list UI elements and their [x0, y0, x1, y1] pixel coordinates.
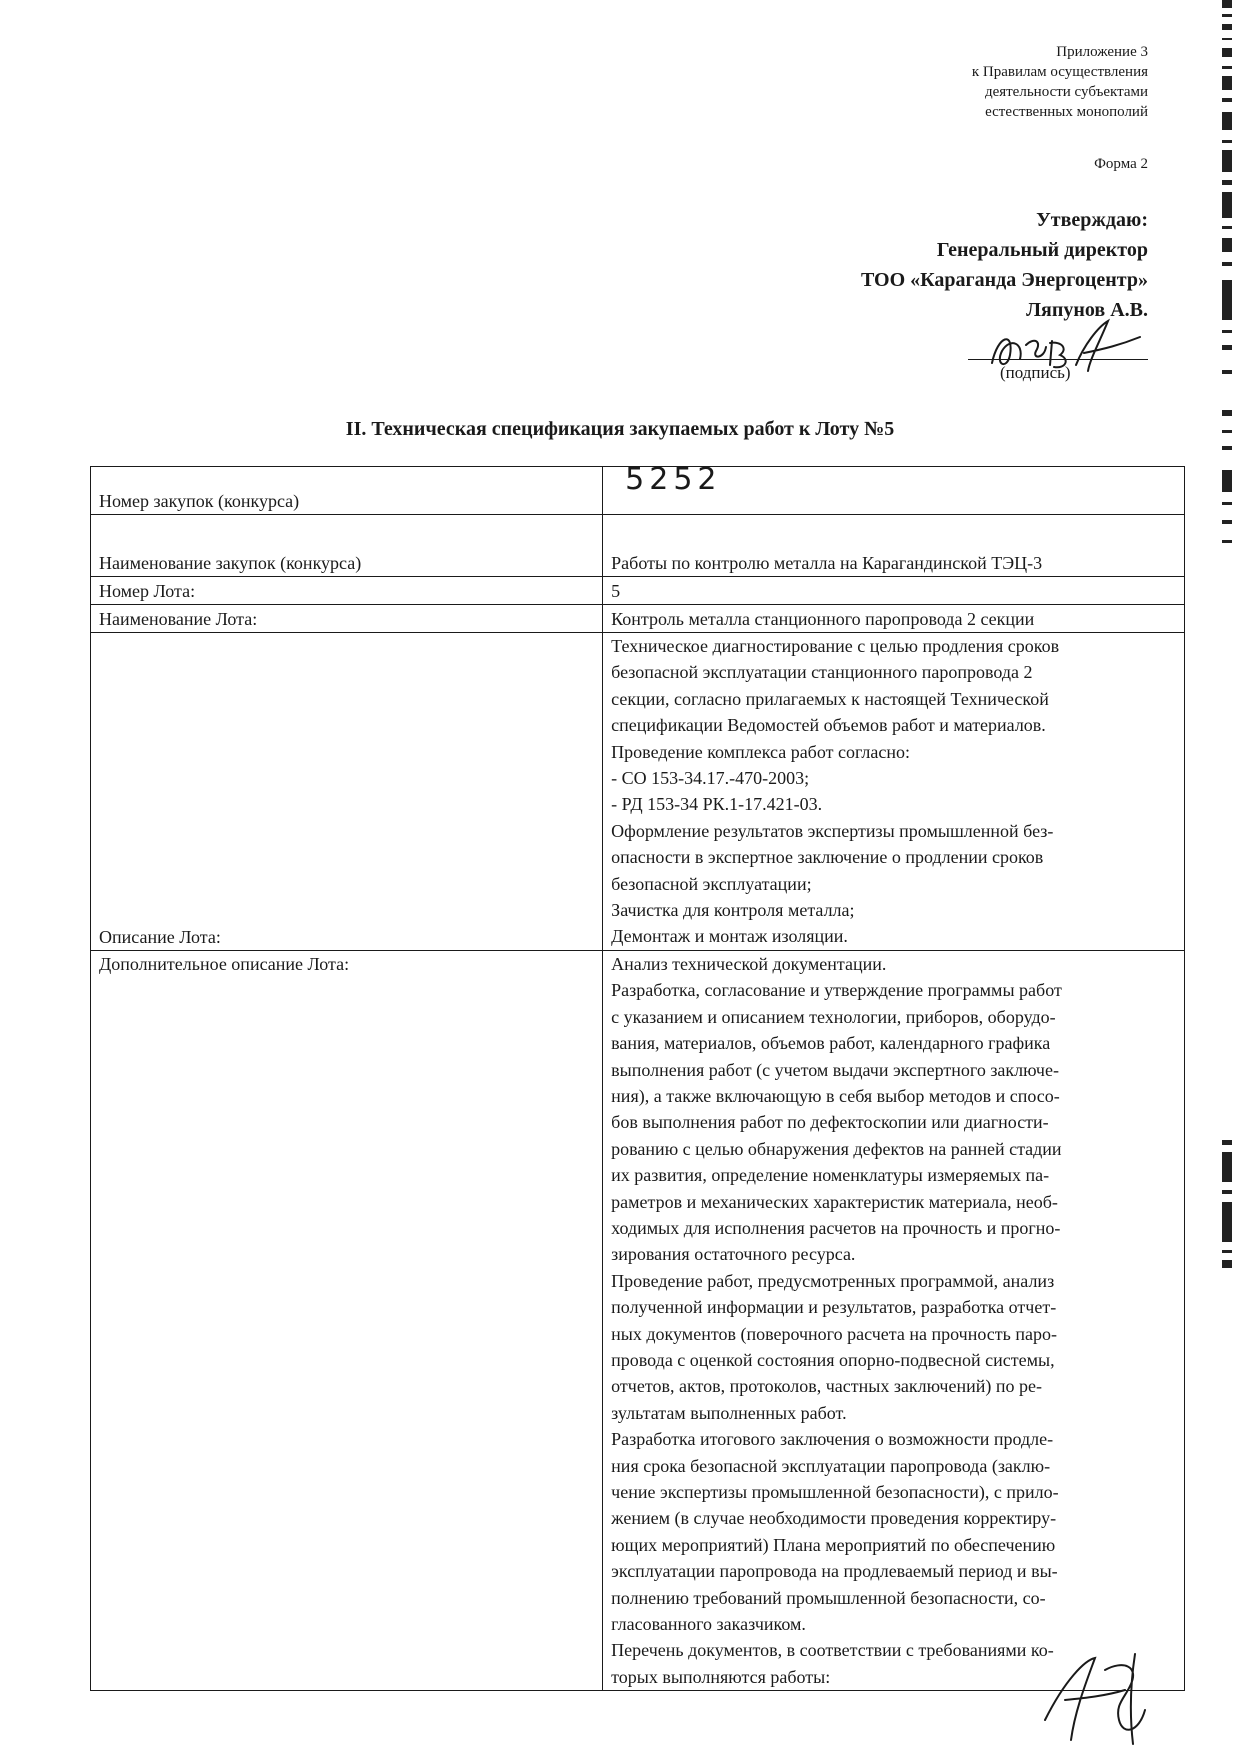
signature-line [968, 359, 1148, 360]
approval-line: Ляпунов А.В. [1026, 299, 1148, 321]
row-value: Контроль металла станционного паропровода 2 секции [603, 605, 1185, 633]
text-line: опасности в экспертное заключение о продлении сроков [611, 847, 1044, 868]
table-row [91, 467, 1185, 515]
appendix-line: Приложение 3 [1056, 44, 1148, 60]
row-label: Номер закупок (конкурса) [91, 467, 603, 515]
text-line: Разработка итогового заключения о возможности продле- [611, 1429, 1054, 1450]
text-line: бов выполнения работ по дефектоскопии или диагности- [611, 1112, 1049, 1133]
approval-line: Генеральный директор [936, 239, 1148, 261]
text-line: Оформление результатов экспертизы промышленной без- [611, 820, 1054, 841]
text-line: раметров и механических характеристик материала, необ- [611, 1191, 1058, 1212]
text-line: зультатам выполненных работ. [611, 1402, 847, 1423]
text-line: ния), а также включающую в себя выбор методов и спосо- [611, 1085, 1060, 1106]
text-line: отчетов, актов, протоколов, частных заключений) по ре- [611, 1376, 1042, 1397]
table-row [91, 605, 1185, 633]
text-line: рованию с целью обнаружения дефектов на ранней стадии [611, 1138, 1062, 1159]
appendix-line: к Правилам осуществления [971, 64, 1148, 80]
text-line: безопасной эксплуатации станционного паропровода 2 [611, 662, 1033, 683]
text-line: ющих мероприятий) Плана мероприятий по обеспечению [611, 1534, 1056, 1555]
lot-additional-description [603, 950, 1185, 1690]
row-value: 5 [603, 577, 1185, 605]
row-label: Номер Лота: [91, 577, 603, 605]
text-line: полнению требований промышленной безопасности, со- [611, 1587, 1046, 1608]
scan-edge-marks [1218, 0, 1234, 1754]
lot-description [603, 633, 1185, 951]
table-row [91, 633, 1185, 951]
text-line: - РД 153-34 РК.1-17.421-03. [611, 794, 823, 815]
text-line: - СО 153-34.17.-470-2003; [611, 768, 810, 789]
text-line: ходимых для исполнения расчетов на прочность и прогно- [611, 1217, 1061, 1238]
row-label: Наименование закупок (конкурса) [91, 515, 603, 577]
table-row [91, 515, 1185, 577]
row-label: Наименование Лота: [91, 605, 603, 633]
text-line: их развития, определение номенклатуры измеряемых па- [611, 1165, 1050, 1186]
table-row [91, 577, 1185, 605]
row-value [603, 462, 1185, 515]
appendix-line: естественных монополий [985, 104, 1148, 120]
text-line: эксплуатации паропровода на продлеваемый период и вы- [611, 1561, 1058, 1582]
text-line: выполнения работ (с учетом выдачи экспертного заключе- [611, 1059, 1059, 1080]
approval-block [861, 205, 1148, 325]
text-line: ных документов (поверочного расчета на прочность паро- [611, 1323, 1057, 1344]
appendix-line: деятельности субъектами [984, 84, 1148, 100]
text-line: полученной информации и результатов, разработка отчет- [611, 1297, 1057, 1318]
text-line: ния срока безопасной эксплуатации паропровода (заклю- [611, 1455, 1051, 1476]
text-line: секции, согласно прилагаемых к настоящей Технической [611, 688, 1049, 709]
text-line: вания, материалов, объемов работ, календарного графика [611, 1033, 1051, 1054]
text-line: Перечень документов, в соответствии с требованиями ко- [611, 1640, 1054, 1661]
text-line: спецификации Ведомостей объемов работ и материалов. [611, 715, 1046, 736]
text-line: Анализ технической документации. [611, 953, 887, 974]
text-line: зирования остаточного ресурса. [611, 1244, 856, 1265]
appendix-note [972, 42, 1148, 122]
row-value: Работы по контролю металла на Карагандинской ТЭЦ-3 [603, 515, 1185, 577]
text-line: жением (в случае необходимости проведения корректиру- [611, 1508, 1057, 1529]
text-line: Проведение комплекса работ согласно: [611, 741, 911, 762]
text-line: с указанием и описанием технологии, приборов, оборудо- [611, 1006, 1056, 1027]
row-label: Описание Лота: [91, 633, 603, 951]
form-number: Форма 2 [1094, 156, 1148, 172]
page-initials-signature [1035, 1640, 1175, 1750]
row-label: Дополнительное описание Лота: [91, 950, 603, 1690]
text-line: Зачистка для контроля металла; [611, 900, 855, 921]
page-title: II. Техническая спецификация закупаемых работ к Лоту №5 [345, 418, 895, 440]
text-line: гласованного заказчиком. [611, 1614, 806, 1635]
text-line: торых выполняются работы: [611, 1666, 831, 1687]
text-line: Разработка, согласование и утверждение программы работ [611, 980, 1062, 1001]
text-line: чение экспертизы промышленной безопасности), с прило- [611, 1482, 1059, 1502]
text-line: Техническое диагностирование с целью продления сроков [611, 636, 1060, 656]
approval-line: ТОО «Караганда Энергоцентр» [860, 269, 1148, 291]
approval-line: Утверждаю: [1036, 209, 1148, 231]
procurement-number: 5252 [625, 462, 722, 497]
text-line: Демонтаж и монтаж изоляции. [611, 926, 848, 947]
signature-label: (подпись) [1000, 363, 1071, 382]
table-row [91, 950, 1185, 1690]
text-line: провода с оценкой состояния опорно-подвесной системы, [611, 1349, 1055, 1370]
spec-table [90, 462, 1185, 1691]
text-line: Проведение работ, предусмотренных программой, анализ [611, 1270, 1055, 1291]
text-line: безопасной эксплуатации; [611, 873, 812, 894]
